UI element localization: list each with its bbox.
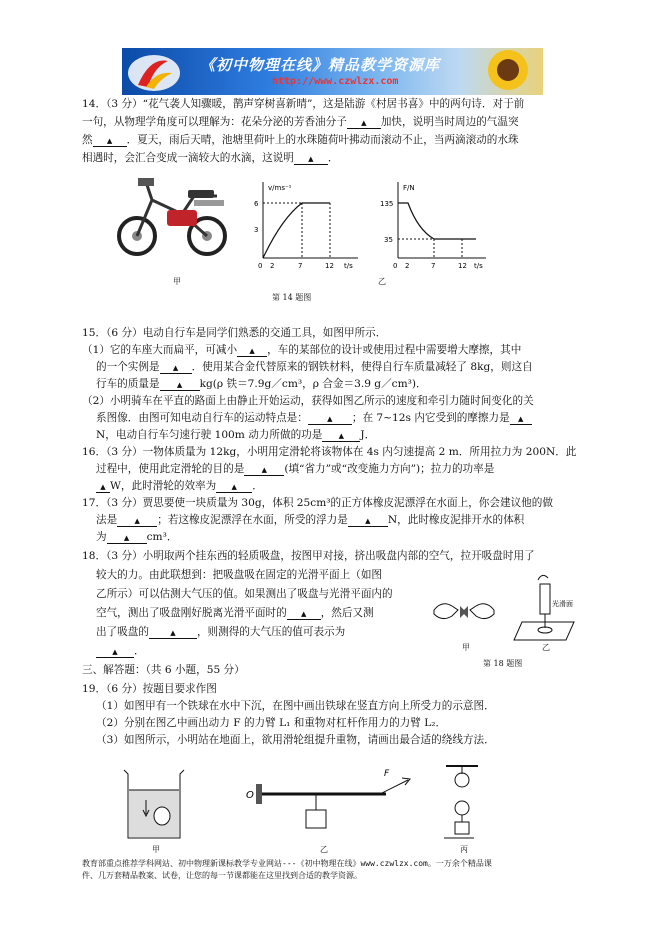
banner-url: http://www.czwlzx.com (272, 76, 399, 87)
q14-fig-yi-label: 乙 (378, 277, 386, 286)
pivot-label: O (246, 790, 254, 801)
q17-line2: 法是 ▲ ；若这橡皮泥漂浮在水面，所受的浮力是 ▲ N，此时橡皮泥排开水的体积 (96, 514, 525, 526)
q17-line1: 17．（3 分）贾思要使一块质量为 30g，体积 25cm³的正方体橡皮泥漂浮在水面上，你会建议他的做 (82, 497, 553, 509)
section-3-heading: 三、解答题：（共 6 小题，55 分） (82, 664, 245, 676)
q15-line2: （1）它的车座大而扁平，可减小 ▲ ，车的某部位的设计或使用过程中需要增大摩擦，其中 (82, 344, 522, 356)
velocity-time-graph (250, 178, 360, 270)
ft-xtick-0: 0 (393, 262, 398, 270)
vt-xtick-0: 0 (258, 262, 263, 270)
q19-line2: （1）如图甲有一个铁球在水中下沉，在图中画出铁球在竖直方向上所受力的示意图． (96, 700, 495, 712)
ft-ylabel: F/N (403, 184, 415, 192)
q15-line5: （2）小明骑车在平直的路面上由静止开始运动，获得如图乙所示的速度和牵引力随时间变化的关 (82, 395, 534, 407)
ft-xtick-2: 2 (405, 262, 410, 270)
ft-ytick-35: 35 (384, 236, 393, 244)
vt-ytick-6: 6 (254, 200, 259, 208)
q15-line6: 系图像．由图可知电动自行车的运动特点是： ▲ ；在 7~12s 内它受到的摩擦力是 ▲ (96, 411, 532, 425)
q19-fig-bing-label: 丙 (460, 845, 468, 854)
vt-ylabel: v/ms⁻¹ (268, 184, 292, 192)
footer-line2: 件、几万套精品教案、试卷，让您的每一节课都能在这里找到合适的教学资源。 (82, 871, 362, 880)
q19-line1: 19．（6 分）按题目要求作图 (82, 683, 217, 695)
lever-figure (246, 769, 410, 828)
logo-icon (124, 51, 184, 93)
vt-curve (263, 203, 330, 258)
q15-line1: 15．（6 分）电动自行车是同学们熟悉的交通工具，如图甲所示． (82, 327, 387, 339)
q19-line3: （2）分别在图乙中画出动力 F 的力臂 L₁ 和重物对杠杆作用力的力臂 L₂． (96, 717, 447, 729)
banner-title: 《初中物理在线》精品教学资源库 (200, 56, 441, 74)
vt-xtick-2: 2 (270, 262, 275, 270)
q16-line2: 过程中，使用此定滑轮的目的是 ▲ (填“省力”或“改变施力方向”)；拉力的功率是 (96, 463, 495, 475)
q18-line1: 18．（3 分）小明取两个挂东西的轻质吸盘，按图甲对接，挤出吸盘内部的空气，拉开吸盘时用了 (82, 550, 535, 562)
footer-line1: 教育部重点推荐学科网站、初中物理新课标教学专业网站---《初中物理在线》www.czwlzx.com。一万余个精品课 (82, 859, 492, 868)
suction-cup-figure (428, 570, 578, 660)
q19-fig-jia-label: 甲 (152, 845, 160, 854)
q19-fig-yi-label: 乙 (320, 845, 328, 854)
q19-line4: （3）如图所示，小明站在地面上，欲用滑轮组提升重物，请画出最合适的绕线方法． (96, 734, 495, 746)
vt-xtick-7: 7 (298, 262, 303, 270)
q18-fig-yi-label: 乙 (542, 643, 550, 652)
q15-line7: N，电动自行车匀速行驶 100m 动力所做的功是 ▲ J． (96, 429, 376, 441)
q17-line3: 为 ▲ cm³． (96, 531, 178, 543)
q14-line1: 14．（3 分）“花气袭人知骤暖，鹊声穿树喜新晴”，这是陆游《村居书喜》中的两句诗．对于前 (82, 98, 525, 110)
q14-line3: 然 ▲ ．夏天，雨后天晴，池塘里荷叶上的水珠随荷叶拂动而滚动不止，当两滴滚动的水珠 (82, 134, 519, 146)
q18-line6: ▲ ． (96, 644, 145, 658)
q18-fig-caption: 第 18 题图 (483, 659, 523, 668)
beaker-figure (124, 770, 184, 838)
vt-ytick-3: 3 (254, 226, 259, 234)
smooth-surface-label: 光滑面 (552, 600, 573, 608)
vt-xtick-12: 12 (325, 262, 334, 270)
q18-line3: 乙所示）可以估测大气压的值。如果测出了吸盘与光滑平面内的 (96, 588, 393, 600)
q16-line1: 16．（3 分）一物体质量为 12kg，小明用定滑轮将该物体在 4s 内匀速提高 2 m．所用拉力为 200N．此 (82, 446, 577, 458)
q18-line4: 空气，测出了吸盘刚好脱离光滑平面时的 ▲ ，然后又测 (96, 607, 374, 619)
ft-xlabel: t/s (474, 262, 483, 270)
q14-line2: 一句，从物理学角度可以理解为：花朵分泌的芳香油分子 ▲ 加快，说明当时周边的气温突 (82, 116, 519, 128)
q18-line5: 出了吸盘的 ▲ ，则测得的大气压的值可表示为 (96, 626, 346, 638)
q18-fig-jia-label: 甲 (462, 643, 470, 652)
force-label: F (384, 769, 390, 779)
q16-line3: ▲ W，此时滑轮的效率为 ▲ ． (96, 479, 263, 493)
vt-xlabel: t/s (344, 262, 353, 270)
q14-fig-jia-label: 甲 (173, 277, 181, 286)
header-banner (122, 48, 543, 95)
ebike-figure (112, 172, 232, 260)
q15-line4: 行车的质量是 ▲ kg(ρ 铁＝7.9g／cm³，ρ 合金＝3.9 g／cm³)． (96, 378, 427, 390)
ft-xtick-12: 12 (458, 262, 467, 270)
q18-line2: 较大的力。由此联想到：把吸盘吸在固定的光滑平面上（如图 (96, 569, 383, 581)
ft-xtick-7: 7 (431, 262, 436, 270)
sunflower-icon (472, 48, 543, 95)
q14-fig-caption: 第 14 题图 (272, 293, 312, 302)
ft-ytick-135: 135 (380, 200, 394, 208)
q15-line3: 的一个实例是 ▲ ．使用某合金代替原来的钢铁材料，使得自行车质量减轻了 8kg，则这自 (96, 361, 533, 373)
pulley-figure (444, 766, 478, 838)
force-time-graph (378, 178, 488, 270)
ft-curve (398, 203, 476, 239)
q14-line4: 相遇时，会汇合变成一滴较大的水滴，这说明 ▲ ． (82, 152, 339, 164)
q19-figures (118, 764, 518, 846)
